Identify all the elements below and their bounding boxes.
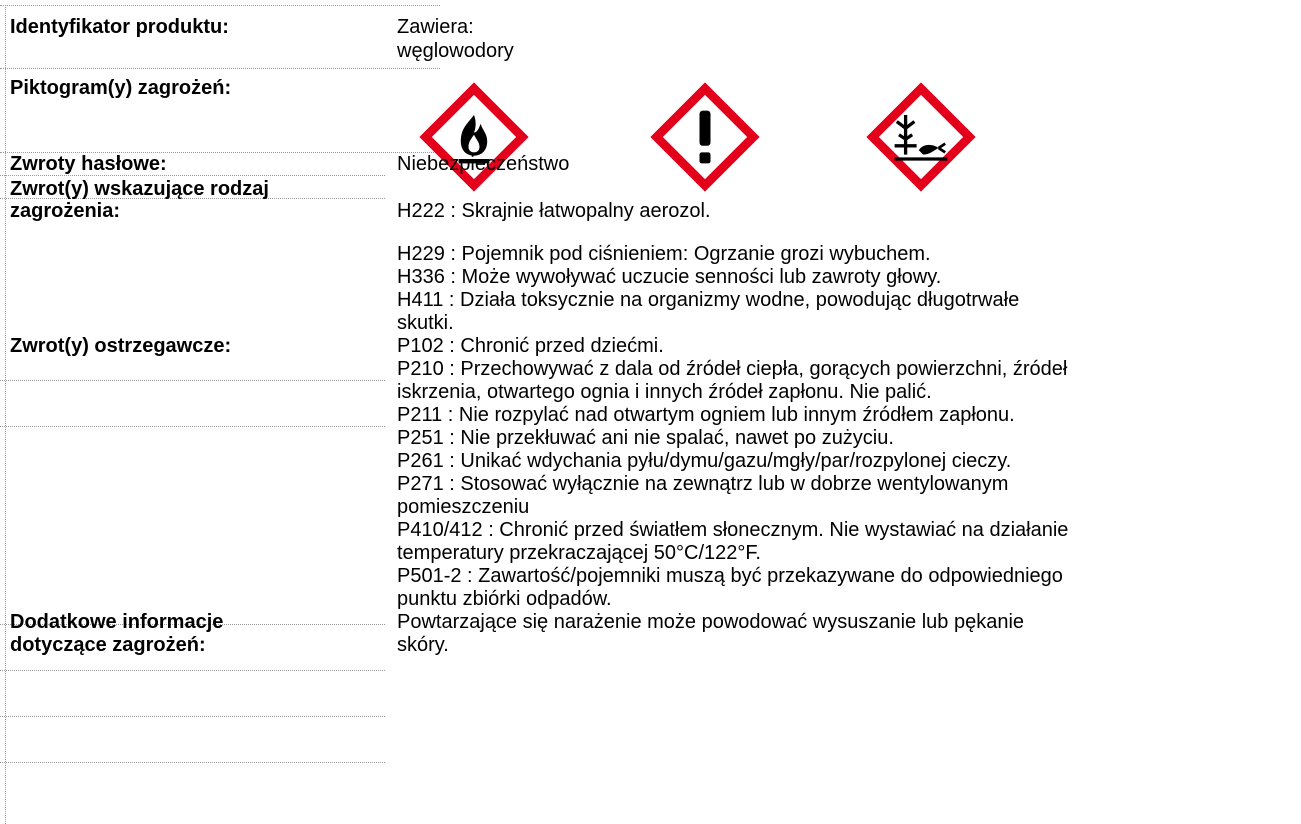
precautionary-statement: P410/412 : Chronić przed światłem słonecznym. Nie wystawiać na działanie [397,519,1069,541]
additional-info-value: Powtarzające się narażenie może powodować wysuszanie lub pękanie [397,611,1025,633]
hazard-statement: H336 : Może wywoływać uczucie senności lub zawroty głowy. [397,266,942,288]
additional-info-label: Dodatkowe informacje [10,611,224,633]
hazard-statement: skutki. [397,312,454,334]
hazard-statement: H229 : Pojemnik pod ciśnieniem: Ogrzanie grozi wybuchem. [397,243,931,265]
row-separator [0,762,385,763]
precautionary-statement: P501-2 : Zawartość/pojemniki muszą być przekazywane do odpowiedniego [397,565,1063,587]
precautionary-statement: temperatury przekraczającej 50°C/122°F. [397,542,761,564]
identifier-label: Identyfikator produktu: [10,16,229,38]
row-separator [0,716,385,717]
precautionary-statement: pomieszczeniu [397,496,530,518]
signal-word-label: Zwroty hasłowe: [10,153,167,175]
identifier-value-line: Zawiera: [397,16,474,38]
row-separator [0,68,440,69]
row-separator [0,175,385,176]
pictograms-label: Piktogram(y) zagrożeń: [10,77,232,99]
precautionary-statement: P251 : Nie przekłuwać ani nie spalać, nawet po zużyciu. [397,427,894,449]
identifier-value-line: węglowodory [397,40,514,62]
hazard-statements-label: Zwrot(y) wskazujące rodzaj [10,178,269,200]
precautionary-statement: P102 : Chronić przed dziećmi. [397,335,664,357]
hazard-statement: H222 : Skrajnie łatwopalny aerozol. [397,200,711,222]
left-border [5,5,6,824]
precautionary-statements-label: Zwrot(y) ostrzegawcze: [10,335,232,357]
precautionary-statement: punktu zbiórki odpadów. [397,588,612,610]
environment-pictogram-icon [866,82,976,192]
precautionary-statement: P210 : Przechowywać z dala od źródeł ciepła, gorących powierzchni, źródeł [397,358,1068,380]
precautionary-statement: P211 : Nie rozpylać nad otwartym ogniem lub innym źródłem zapłonu. [397,404,1015,426]
row-separator [0,670,385,671]
precautionary-statement: iskrzenia, otwartego ognia i innych źródeł zapłonu. Nie palić. [397,381,932,403]
row-separator [0,5,440,6]
precautionary-statement: P261 : Unikać wdychania pyłu/dymu/gazu/mgły/par/rozpylonej cieczy. [397,450,1012,472]
signal-word-value: Niebezpieczeństwo [397,153,570,175]
row-separator [0,426,385,427]
precautionary-statement: P271 : Stosować wyłącznie na zewnątrz lub w dobrze wentylowanym [397,473,1009,495]
exclamation-pictogram-icon [650,82,760,192]
hazard-statement: H411 : Działa toksycznie na organizmy wodne, powodując długotrwałe [397,289,1020,311]
row-separator [0,380,385,381]
flame-pictogram-icon [419,82,529,192]
additional-info-value: skóry. [397,634,449,656]
additional-info-label: dotyczące zagrożeń: [10,634,206,656]
hazard-statements-label: zagrożenia: [10,200,121,222]
